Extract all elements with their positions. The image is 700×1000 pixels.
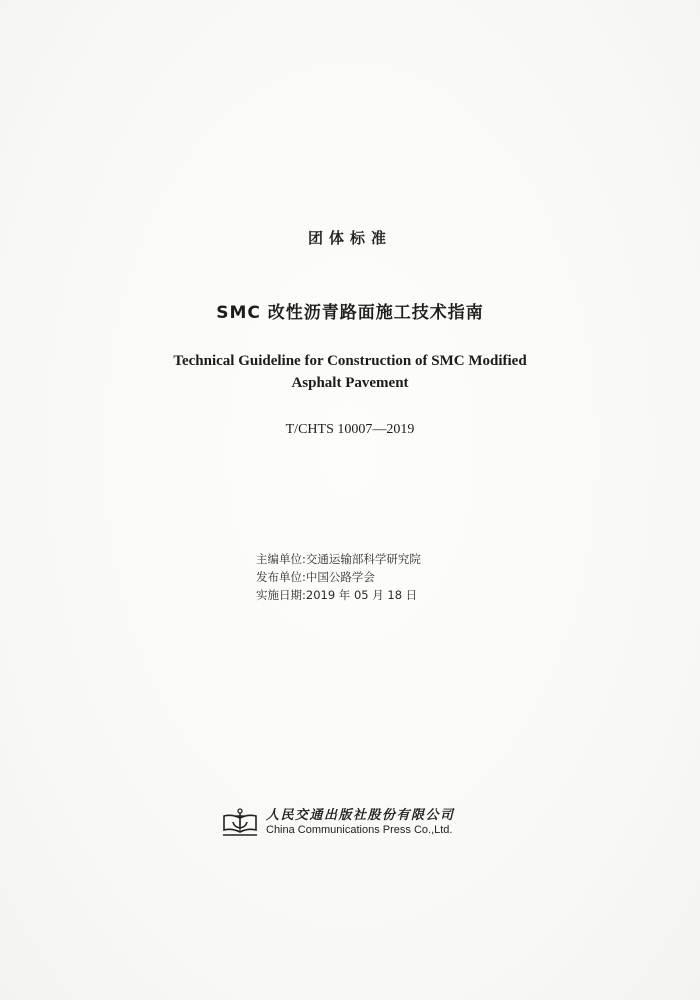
publisher-name-chinese: 人民交通出版社股份有限公司: [266, 808, 455, 823]
publisher-anchor-book-logo: [222, 806, 258, 838]
info-chief-editor: 主编单位:交通运输部科学研究院: [256, 552, 421, 566]
title-english-line-1: Technical Guideline for Construction of SMC Modified: [173, 353, 527, 369]
info-issuer: 发布单位:中国公路学会: [256, 570, 375, 584]
publication-info: [256, 550, 421, 604]
title-chinese: SMC 改性沥青路面施工技术指南: [216, 303, 484, 323]
standard-category: 团体标准: [307, 229, 392, 247]
title-english-line-2: Asphalt Pavement: [291, 375, 409, 391]
publisher-name-english: China Communications Press Co.,Ltd.: [266, 824, 453, 836]
title-english: [0, 350, 700, 394]
info-implementation-date: 实施日期:2019 年 05 月 18 日: [256, 588, 418, 602]
standard-code: T/CHTS 10007—2019: [285, 422, 415, 437]
publisher-block: [222, 806, 492, 838]
